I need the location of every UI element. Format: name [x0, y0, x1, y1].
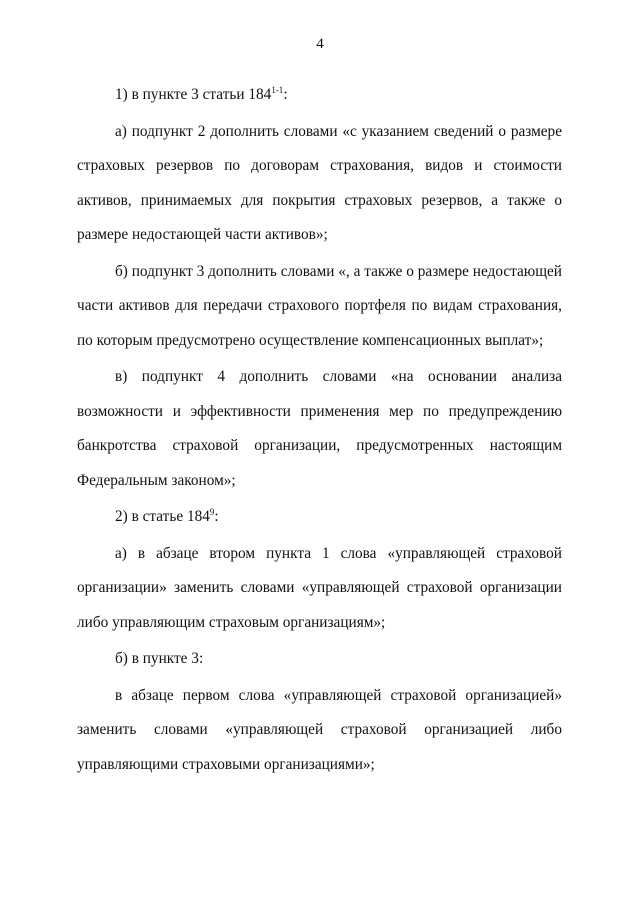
paragraph-item-1-text: 1) в пункте 3 статьи 184 [115, 86, 272, 103]
paragraph-item-2-subitem-a: а) в абзаце втором пункта 1 слова «управляющей страховой организации» заменить словами «управляющей страховой организации либо управляющим страховым организациям»; [77, 544, 562, 631]
paragraph-item-1 [77, 78, 562, 113]
paragraph-item-2-subitem-b: б) в пункте 3: [115, 650, 204, 667]
paragraph-item-1-tail: : [283, 86, 288, 103]
paragraph-item-2-tail: : [214, 508, 219, 525]
paragraph-item-2 [77, 500, 562, 535]
page-number: 4 [316, 36, 324, 52]
paragraph-subitem-v: в) подпункт 4 дополнить словами «на основании анализа возможности и эффективности применения мер по предупреждению банкротства страховой организации, предусмотренных настоящим Федеральным законом»; [77, 368, 562, 489]
document-body [77, 78, 562, 784]
paragraph-item-2-text: 2) в статье 184 [115, 508, 210, 525]
paragraph-item-2-subitem-b-text: в абзаце первом слова «управляющей страховой организацией» заменить словами «управляющей страховой организацией либо управляющими страховыми организациями»; [77, 686, 562, 773]
paragraph-subitem-b: б) подпункт 3 дополнить словами «, а также о размере недостающей части активов для передачи страхового портфеля по видам страхования, по которым предусмотрено осуществление компенсационных выплат»; [77, 262, 562, 349]
paragraph-item-1-superscript: 1-1 [271, 84, 284, 95]
paragraph-subitem-a: а) подпункт 2 дополнить словами «с указанием сведений о размере страховых резервов по договорам страхования, видов и стоимости активов, принимаемых для покрытия страховых резервов, а также о размере недостающей части активов»; [77, 122, 562, 243]
paragraph-item-2-superscript: 9 [209, 506, 215, 517]
